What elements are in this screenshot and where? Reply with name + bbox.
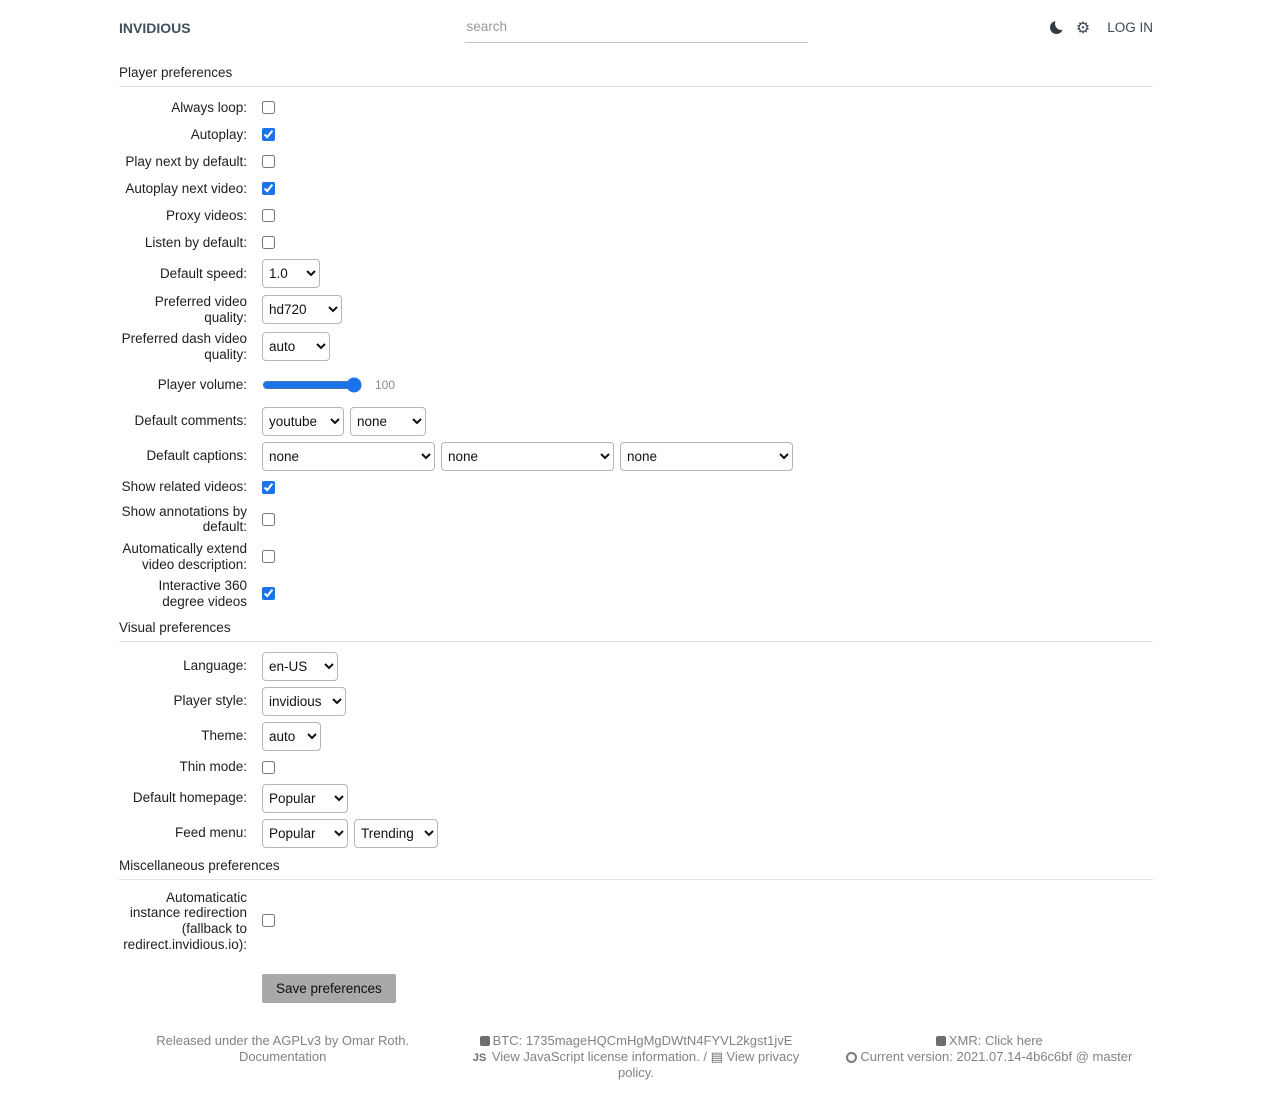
volume-value: 100 — [375, 377, 396, 392]
interactive-360-checkbox[interactable] — [262, 587, 275, 600]
login-link[interactable]: LOG IN — [1107, 20, 1153, 35]
pref-row-preferred-dash-quality — [119, 331, 1153, 362]
field-label: Player volume: — [157, 376, 247, 392]
autoplay-next-video-checkbox[interactable] — [262, 182, 275, 195]
field-label: Show annotations by default: — [121, 503, 247, 535]
field-label: Feed menu: — [174, 825, 247, 841]
field-label: Default homepage: — [132, 790, 247, 806]
player-style-select[interactable] — [262, 687, 346, 716]
player-volume-slider[interactable] — [262, 377, 362, 393]
pref-row-vr-mode — [119, 578, 1153, 609]
xmr-link[interactable]: Click here — [984, 1033, 1043, 1049]
field-label: Play next by default: — [125, 153, 247, 169]
xmr-label: XMR: — [948, 1033, 982, 1049]
field-label: Default comments: — [134, 413, 247, 429]
field-label: Automatically extend video description: — [122, 540, 247, 572]
default-speed-select[interactable] — [262, 259, 320, 288]
pref-row-auto-redirect — [119, 890, 1153, 953]
pref-row-play-next — [119, 151, 1153, 172]
default-captions-select-2[interactable] — [441, 442, 614, 471]
show-annotations-checkbox[interactable] — [262, 513, 275, 526]
field-label: Language: — [183, 658, 247, 674]
save-preferences-button[interactable]: Save preferences — [262, 974, 396, 1003]
search-input[interactable] — [465, 13, 808, 43]
pref-row-default-homepage — [119, 784, 1153, 813]
pref-row-extend-description — [119, 541, 1153, 572]
listen-by-default-checkbox[interactable] — [262, 236, 275, 249]
monero-icon — [936, 1036, 946, 1046]
version-link[interactable]: 2021.07.14-4b6c6bf @ master — [956, 1048, 1133, 1064]
field-label: Always loop: — [171, 99, 247, 115]
pref-row-default-speed — [119, 259, 1153, 288]
field-label: Thin mode: — [179, 759, 247, 775]
field-label: Preferred video quality: — [154, 294, 247, 325]
license-text: Released under the AGPLv3 by Omar Roth. — [156, 1033, 410, 1049]
section-title-player: Player preferences — [119, 65, 1153, 87]
btc-label: BTC: — [492, 1033, 523, 1049]
section-title-visual: Visual preferences — [119, 620, 1153, 642]
pref-row-listen-default — [119, 232, 1153, 253]
autoplay-checkbox[interactable] — [262, 128, 275, 141]
pref-row-proxy-videos — [119, 205, 1153, 226]
pref-row-related-videos — [119, 477, 1153, 498]
pref-row-autoplay — [119, 124, 1153, 145]
proxy-videos-checkbox[interactable] — [262, 209, 275, 222]
field-label: Listen by default: — [144, 234, 247, 250]
pref-row-thin-mode — [119, 757, 1153, 778]
field-label: Automaticatic instance redirection (fallback to redirect.invidious.io): — [123, 889, 247, 952]
javascript-icon: JS — [472, 1051, 487, 1064]
instance-redirect-checkbox[interactable] — [262, 914, 275, 927]
field-label: Autoplay next video: — [125, 180, 247, 196]
feed-menu-select-2[interactable] — [354, 819, 438, 848]
field-label: Default captions: — [146, 448, 247, 464]
preferred-video-quality-select[interactable] — [262, 295, 342, 324]
pref-row-always-loop — [119, 97, 1153, 118]
dark-mode-moon-icon[interactable] — [1050, 20, 1065, 35]
default-captions-select-1[interactable] — [262, 442, 435, 471]
language-select[interactable] — [262, 652, 338, 681]
default-homepage-select[interactable] — [262, 784, 348, 813]
extend-video-description-checkbox[interactable] — [262, 550, 275, 563]
pref-row-preferred-quality — [119, 294, 1153, 325]
always-loop-checkbox[interactable] — [262, 101, 275, 114]
theme-select[interactable] — [262, 722, 321, 751]
pref-row-player-style — [119, 687, 1153, 716]
pref-row-default-captions — [119, 442, 1153, 471]
section-title-misc: Miscellaneous preferences — [119, 858, 1153, 880]
default-comments-select-1[interactable] — [262, 407, 344, 436]
preferences-form — [119, 65, 1153, 1003]
bitcoin-icon — [480, 1036, 490, 1046]
field-label: Theme: — [201, 728, 247, 744]
show-related-videos-checkbox[interactable] — [262, 481, 275, 494]
footer-middle — [459, 1033, 812, 1080]
footer-separator: / — [703, 1048, 707, 1064]
field-label: Show related videos: — [121, 479, 247, 495]
pref-row-language — [119, 652, 1153, 681]
pref-row-feed-menu — [119, 819, 1153, 848]
preferences-gear-icon[interactable]: ⚙ — [1075, 17, 1091, 37]
page-footer — [0, 1033, 1272, 1098]
thin-mode-checkbox[interactable] — [262, 761, 275, 774]
default-captions-select-3[interactable] — [620, 442, 793, 471]
pref-row-autoplay-next — [119, 178, 1153, 199]
field-label: Preferred dash video quality: — [121, 331, 247, 362]
pref-row-annotations — [119, 504, 1153, 535]
footer-right — [813, 1033, 1166, 1080]
field-label: Interactive 360 degree videos — [158, 578, 247, 609]
pref-row-theme — [119, 722, 1153, 751]
top-nav — [0, 0, 1272, 55]
pref-row-player-volume — [119, 369, 1153, 401]
version-label: Current version: — [860, 1048, 953, 1064]
play-next-checkbox[interactable] — [262, 155, 275, 168]
field-label: Proxy videos: — [165, 207, 247, 223]
field-label: Default speed: — [159, 265, 247, 281]
default-comments-select-2[interactable] — [350, 407, 426, 436]
feed-menu-select-1[interactable] — [262, 819, 348, 848]
privacy-policy-link[interactable]: View privacy policy. — [618, 1048, 800, 1080]
js-license-link[interactable]: View JavaScript license information. — [491, 1048, 700, 1064]
btc-address: 1735mageHQCmHgMgDWtN4FYVL2kgst1jvE — [525, 1033, 793, 1049]
brand-logo[interactable]: INVIDIOUS — [119, 19, 191, 36]
field-label: Player style: — [173, 693, 247, 709]
footer-left — [106, 1033, 459, 1080]
privacy-document-icon: ▤ — [710, 1049, 723, 1065]
github-icon — [846, 1052, 857, 1063]
field-label: Autoplay: — [190, 126, 247, 142]
pref-row-default-comments — [119, 407, 1153, 436]
documentation-link[interactable]: Documentation — [238, 1048, 327, 1064]
preferred-dash-quality-select[interactable] — [262, 332, 330, 361]
